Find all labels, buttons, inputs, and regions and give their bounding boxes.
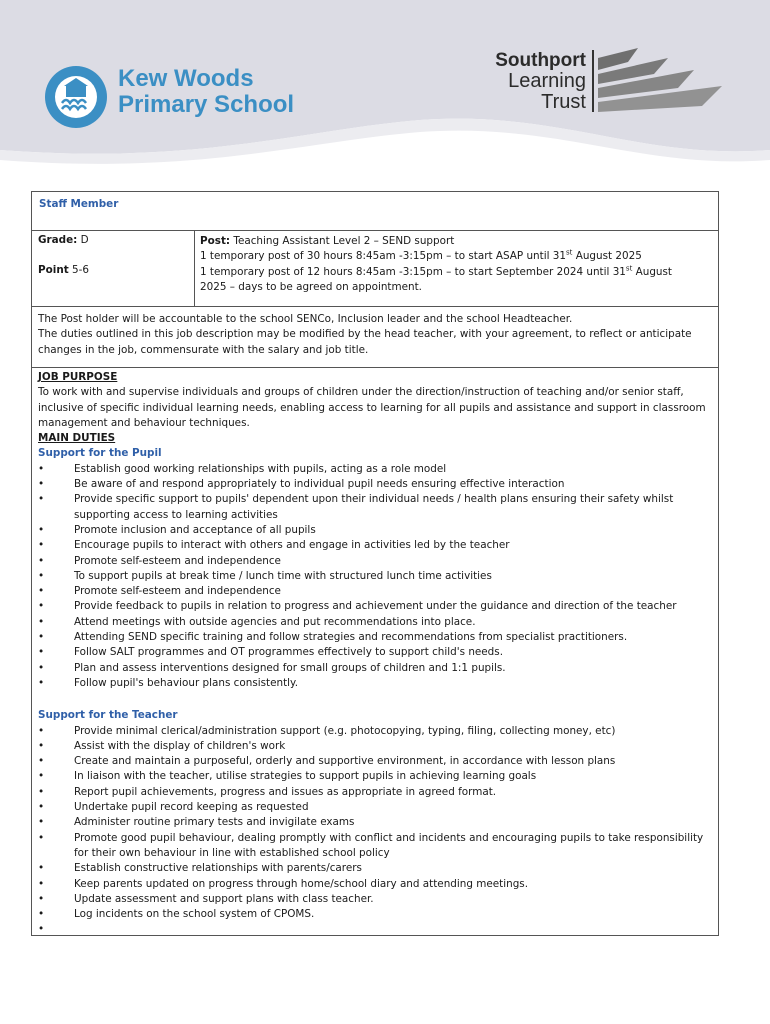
list-item-text: Assist with the display of children's work: [74, 739, 286, 752]
list-item: [38, 630, 710, 645]
school-name: [118, 66, 294, 118]
bullet-icon: •: [38, 478, 45, 491]
pupil-duties-list: [38, 462, 710, 691]
grade-post-row: [32, 231, 718, 307]
bullet-icon: •: [38, 661, 45, 674]
bullet-icon: •: [38, 862, 45, 875]
bullet-icon: •: [38, 892, 45, 905]
list-item: [38, 785, 710, 800]
list-item: [38, 892, 710, 907]
list-item-text: Establish constructive relationships with parents/carers: [74, 862, 362, 875]
trust-divider: [592, 50, 594, 112]
bullet-icon: •: [38, 585, 45, 598]
list-item-text: Be aware of and respond appropriately to individual pupil needs ensuring effective interaction: [74, 478, 565, 491]
bullet-icon: •: [38, 539, 45, 552]
bullet-icon: •: [38, 554, 45, 567]
bullet-icon: •: [38, 755, 45, 768]
grade-line: [38, 234, 89, 246]
bullet-icon: •: [38, 600, 45, 613]
list-item: [38, 739, 710, 754]
trust-line1: Southport: [495, 50, 586, 71]
list-item-text: Plan and assess interventions designed for small groups of children and 1:1 pupils.: [74, 661, 506, 674]
pupil-support-heading: Support for the Pupil: [38, 447, 162, 460]
job-purpose-heading: JOB PURPOSE: [38, 371, 118, 383]
trust-line3: Trust: [541, 91, 586, 113]
bullet-icon: •: [38, 676, 45, 689]
list-item-text: Attending SEND specific training and follow strategies and recommendations from specialist practitioners.: [74, 631, 628, 644]
teacher-duties-list: [38, 724, 710, 936]
school-name-line2: Primary School: [118, 91, 295, 118]
list-item-text: Promote self-esteem and independence: [74, 585, 281, 598]
list-item: [38, 661, 710, 676]
point-line: [38, 264, 89, 276]
post-title: Teaching Assistant Level 2 – SEND support: [233, 235, 455, 247]
bullet-icon: •: [38, 646, 45, 659]
bullet-icon: •: [38, 523, 45, 536]
list-item: [38, 754, 710, 769]
list-item: [38, 769, 710, 784]
job-description-form: [31, 191, 719, 936]
point-label: Point: [38, 264, 69, 276]
list-item: [38, 861, 710, 876]
grade-cell: [32, 231, 195, 306]
list-item: [38, 907, 710, 922]
bullet-icon: •: [38, 816, 45, 829]
list-item: [38, 569, 710, 584]
list-item-text: Promote good pupil behaviour, dealing promptly with conflict and incidents and encouraging pupils to take responsibility for their own behaviour in line with established school policy: [74, 831, 704, 859]
trust-stripes-logo: [598, 48, 724, 114]
list-item-text: Encourage pupils to interact with others and engage in activities led by the teacher: [74, 539, 510, 552]
list-item-text: Keep parents updated on progress through home/school diary and attending meetings.: [74, 877, 529, 890]
duties-row: [32, 368, 718, 935]
list-item-text: Establish good working relationships with pupils, acting as a role model: [74, 462, 447, 475]
list-item: [38, 492, 710, 523]
list-item-text: Provide minimal clerical/administration support (e.g. photocopying, typing, filing, collecting money, etc): [74, 724, 616, 737]
post-line-2: 1 temporary post of 30 hours 8:45am -3:15pm – to start ASAP until 31st August 2025: [200, 248, 642, 263]
grade-label: Grade:: [38, 234, 78, 246]
bullet-icon: •: [38, 831, 45, 844]
list-item-text: Update assessment and support plans with class teacher.: [74, 892, 374, 905]
list-item: [38, 584, 710, 599]
list-item-text: Create and maintain a purposeful, orderly and supportive environment, in accordance with lesson plans: [74, 755, 616, 768]
list-item: [38, 523, 710, 538]
list-item: [38, 599, 710, 614]
list-item: [38, 538, 710, 553]
list-item: [38, 554, 710, 569]
bullet-icon: •: [38, 462, 45, 475]
list-item-text: To support pupils at break time / lunch time with structured lunch time activities: [74, 569, 492, 582]
list-item: [38, 615, 710, 630]
bullet-icon: •: [38, 877, 45, 890]
list-item: [38, 800, 710, 815]
list-item: [38, 724, 710, 739]
bullet-icon: •: [38, 770, 45, 783]
list-item-text: Provide feedback to pupils in relation to progress and achievement under the guidance and direction of the teacher: [74, 600, 677, 613]
job-purpose-text: To work with and supervise individuals and groups of children under the direction/instruction of teaching and/or senior staff, inclusive of specific individual learning needs, enabling access to learning for all pupils and assistance and support in classroom management and behaviour techniques.: [38, 386, 706, 429]
bullet-icon: •: [38, 569, 45, 582]
school-badge-logo: [44, 65, 108, 129]
post-line-3: 1 temporary post of 12 hours 8:45am -3:15pm – to start September 2024 until 31st August: [200, 264, 673, 278]
list-item-text: Administer routine primary tests and invigilate exams: [74, 816, 355, 829]
accountability-text-2: The duties outlined in this job description may be modified by the head teacher, with your agreement, to reflect or anticipate changes in the job, commensurate with the salary and job title.: [38, 328, 692, 356]
bullet-icon: •: [38, 801, 45, 814]
list-item: [38, 477, 710, 492]
list-item-text: Log incidents on the school system of CPOMS.: [74, 908, 315, 921]
accountability-row: [32, 307, 718, 368]
bullet-icon: •: [38, 724, 45, 737]
bullet-icon: •: [38, 493, 45, 506]
list-item: [38, 831, 710, 862]
grade-value: D: [80, 234, 89, 246]
list-item: [38, 645, 710, 660]
post-cell: [200, 234, 712, 295]
list-item: [38, 462, 710, 477]
list-item-text: Provide specific support to pupils' dependent upon their individual needs / health plans ensuring their safety whilst supporting access to learning activities: [74, 493, 674, 521]
list-item: [38, 815, 710, 830]
bullet-icon: •: [38, 615, 45, 628]
list-item-text: Undertake pupil record keeping as requested: [74, 801, 309, 814]
point-value: 5-6: [72, 264, 89, 276]
post-line-4: 2025 – days to be agreed on appointment.: [200, 280, 422, 293]
bullet-icon: •: [38, 785, 45, 798]
bullet-icon: •: [38, 923, 45, 936]
school-name-line1: Kew Woods: [118, 65, 254, 92]
list-item: [38, 676, 710, 691]
bullet-icon: •: [38, 908, 45, 921]
bullet-icon: •: [38, 739, 45, 752]
teacher-support-heading: Support for the Teacher: [38, 709, 178, 722]
list-item-text: Promote inclusion and acceptance of all pupils: [74, 523, 316, 536]
list-item-text: Follow pupil's behaviour plans consistently.: [74, 676, 299, 689]
list-item-text: In liaison with the teacher, utilise strategies to support pupils in achieving learning goals: [74, 770, 537, 783]
post-label: Post:: [200, 235, 231, 247]
list-item-text: Attend meetings with outside agencies and put recommendations into place.: [74, 615, 476, 628]
trust-line2: Learning: [508, 70, 586, 92]
staff-member-label: Staff Member: [39, 198, 119, 210]
list-item-text: Follow SALT programmes and OT programmes effectively to support child's needs.: [74, 646, 503, 659]
list-item: [38, 877, 710, 892]
accountability-text-1: The Post holder will be accountable to the school SENCo, Inclusion leader and the school Headteacher.: [38, 313, 573, 325]
bullet-icon: •: [38, 631, 45, 644]
main-duties-heading: MAIN DUTIES: [38, 432, 116, 445]
letterhead: [0, 0, 770, 175]
staff-member-row: [32, 192, 718, 231]
list-item-text: Report pupil achievements, progress and issues as appropriate in agreed format.: [74, 785, 497, 798]
list-item-text: Promote self-esteem and independence: [74, 554, 281, 567]
trust-name: [476, 50, 586, 113]
